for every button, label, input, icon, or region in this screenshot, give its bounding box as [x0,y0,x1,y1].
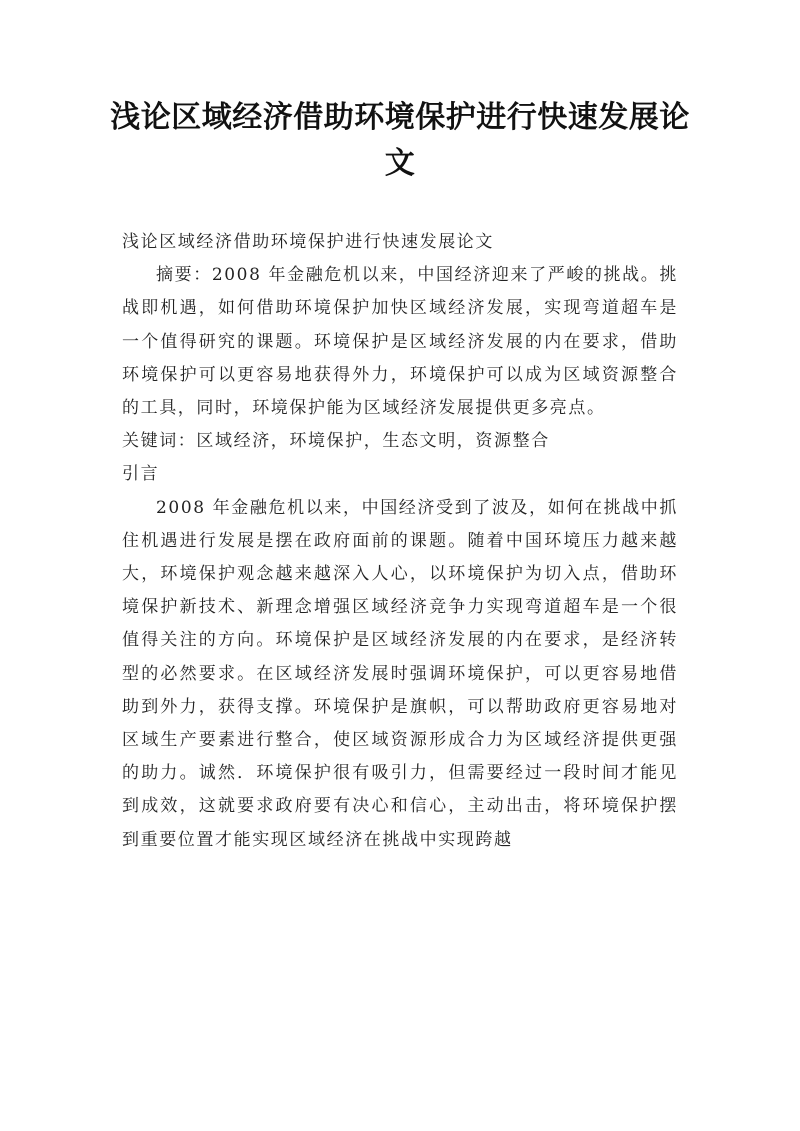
document-subtitle: 浅论区域经济借助环境保护进行快速发展论文 [122,232,494,252]
abstract-paragraph: 摘要：2008 年金融危机以来，中国经济迎来了严峻的挑战。挑战即机遇，如何借助环境保护加快区域经济发展，实现弯道超车是一个值得研究的课题。环境保护是区域经济发展的内在要求，借助环境保护可以更容易地获得外力，环境保护可以成为区域资源整合的工具，同时，环境保护能为区域经济发展提供更多亮点。 [122,265,678,419]
document-title: 浅论区域经济借助环境保护进行快速发展论文 [110,100,690,181]
keywords-line: 关键词：区域经济，环境保护，生态文明，资源整合 [122,431,550,452]
intro-paragraph: 2008 年金融危机以来，中国经济受到了波及，如何在挑战中抓住机遇进行发展是摆在政府面前的课题。随着中国环境压力越来越大，环境保护观念越来越深入人心，以环境保护为切入点，借助环境保护新技术、新理念增强区域经济竞争力实现弯道超车是一个很值得关注的方向。环境保护是区域经济发展的内在要求，是经济转型的必然要求。在区域经济发展时强调环境保护，可以更容易地借助到外力，获得支撑。环境保护是旗帜，可以帮助政府更容易地对区域生产要素进行整合，使区域资源形成合力为区域经济提供更强的助力。诚然．环境保护很有吸引力，但需要经过一段时间才能见到成效，这就要求政府要有决心和信心，主动出击，将环境保护摆到重要位置才能实现区域经济在挑战中实现跨越 [122,497,678,850]
document-body [122,226,678,857]
intro-heading: 引言 [122,464,160,485]
